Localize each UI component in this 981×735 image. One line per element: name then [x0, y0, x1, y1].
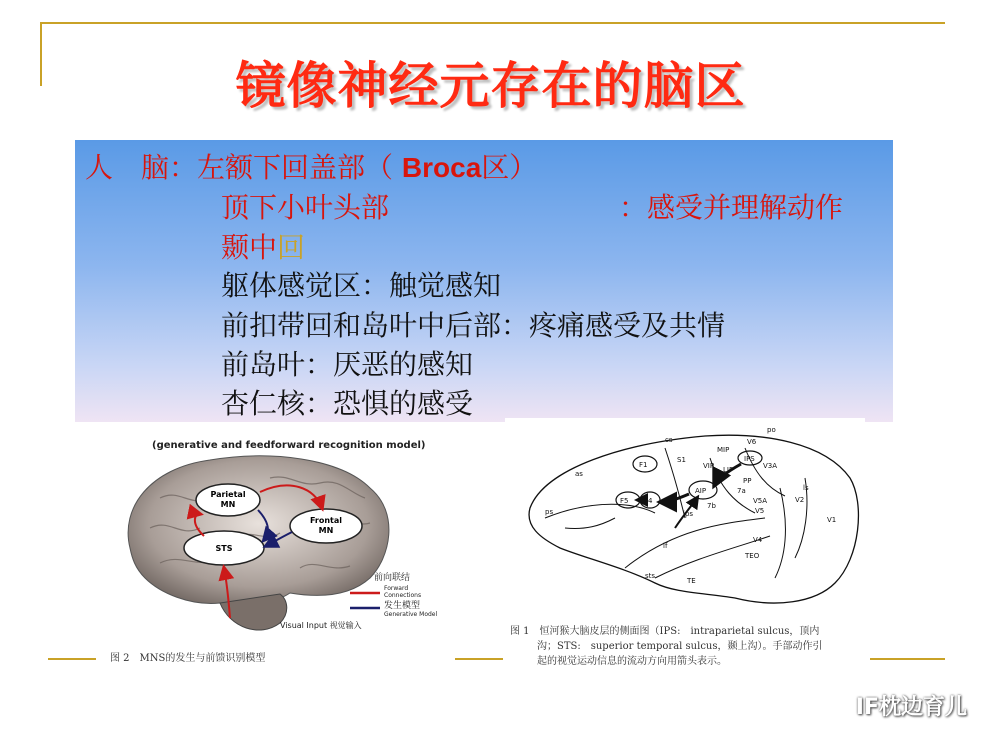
frontal-mn-label: MN — [318, 526, 334, 535]
cortex-label-v4: V4 — [753, 536, 763, 544]
cortex-label-v2: V2 — [795, 496, 805, 504]
fig-left-heading: (generative and feedforward recognition model) — [152, 440, 426, 451]
cortex-label-pp: PP — [743, 477, 752, 485]
legend-forward-cn: 前向联结 — [374, 573, 411, 583]
cortex-label-ps: ps — [545, 508, 554, 516]
cortex-label-v1: V1 — [827, 516, 837, 524]
line-parietal-right: ：感受并理解动作 — [619, 191, 844, 224]
cortex-label-v5a: V5A — [753, 497, 768, 505]
broca-bold: Broca — [401, 152, 482, 183]
visual-input-label: Visual Input 视觉输入 — [280, 621, 362, 630]
cortex-label-f4: F4 — [644, 497, 653, 505]
cortex-label-ls: ls — [803, 484, 809, 492]
temporal-b: 回 — [277, 231, 306, 264]
cortex-label-ips: IPS — [744, 455, 755, 463]
cortex-label-mip: MIP — [717, 446, 730, 454]
line-temporal — [221, 226, 305, 266]
fig-right-caption-2: 沟；STS: superior temporal sulcus，颞上沟）。手部动作引 — [537, 641, 823, 652]
cortex-label-teo: TEO — [745, 552, 760, 560]
legend-forward-en-1: Forward — [384, 585, 409, 592]
footer-line-mid — [455, 658, 503, 660]
frontal-label: Frontal — [309, 516, 343, 525]
fig-left-caption: 图 2 MNS的发生与前馈识别模型 — [110, 653, 266, 664]
text-panel — [75, 140, 893, 422]
fig-right-caption-3: 起的视觉运动信息的流动方向用箭头表示。 — [537, 656, 727, 667]
fig-right-caption-1: 图 1 恒河猴大脑皮层的侧面图（IPS: intraparietal sulcus，顶内 — [510, 626, 820, 637]
cortex-label-v6: V6 — [747, 438, 757, 446]
cortex-label-v3a: V3A — [763, 462, 778, 470]
cortex-diagram — [505, 418, 865, 618]
cortex-label-s1: S1 — [677, 456, 686, 464]
line-parietal-left: 顶下小叶头部 — [221, 191, 390, 224]
cortex-label-te: TE — [687, 577, 696, 585]
footer-line-left — [48, 658, 96, 660]
slide-title: 镜像神经元存在的脑区 — [235, 57, 746, 115]
cortex-label-7b: 7b — [707, 502, 716, 510]
watermark: IF枕边育儿 — [855, 695, 967, 720]
legend-generative-cn: 发生模型 — [384, 601, 421, 611]
line-insula: 前岛叶：厌恶的感知 — [221, 348, 474, 381]
cortex-label-f1: F1 — [639, 461, 648, 469]
line-amygdala: 杏仁核：恐惧的感受 — [221, 387, 474, 420]
cortex-label-sts: sts — [645, 572, 656, 580]
cortex-label-as: as — [575, 470, 583, 478]
broca-pre: 左额下回盖部（ — [197, 151, 402, 184]
figure-brain-model — [100, 428, 460, 646]
footer-line-right — [870, 658, 945, 660]
cortex-label-cs: cs — [665, 436, 673, 444]
cortex-label-ips: ips — [683, 510, 694, 518]
cortex-label-v5: V5 — [755, 507, 765, 515]
legend-forward-en-2: Connections — [384, 592, 422, 599]
human-brain-label: 人 脑： — [85, 151, 198, 184]
cortex-label-po: po — [767, 426, 776, 434]
cortex-label-aip: AIP — [695, 487, 707, 495]
cortex-label-f5: F5 — [620, 497, 629, 505]
top-frame-line — [40, 22, 945, 24]
broca-post: 区） — [481, 151, 538, 184]
parietal-label: Parietal — [210, 490, 246, 499]
line-cingulate: 前扣带回和岛叶中后部：疼痛感受及共情 — [221, 309, 726, 342]
temporal-a: 颞中 — [221, 231, 278, 264]
line-somatosensory: 躯体感觉区：触觉感知 — [221, 269, 502, 302]
legend-generative-en: Generative Model — [384, 611, 438, 618]
cortex-label-lf: lf — [663, 542, 668, 550]
parietal-mn-label: MN — [220, 500, 236, 509]
sts-label: STS — [215, 544, 233, 553]
brain-diagram — [100, 428, 460, 646]
cortex-label-vip: VIP — [703, 462, 715, 470]
cortex-label-lip: LIP — [723, 466, 734, 474]
line-broca — [85, 146, 537, 186]
cortex-label-7a: 7a — [737, 487, 746, 495]
